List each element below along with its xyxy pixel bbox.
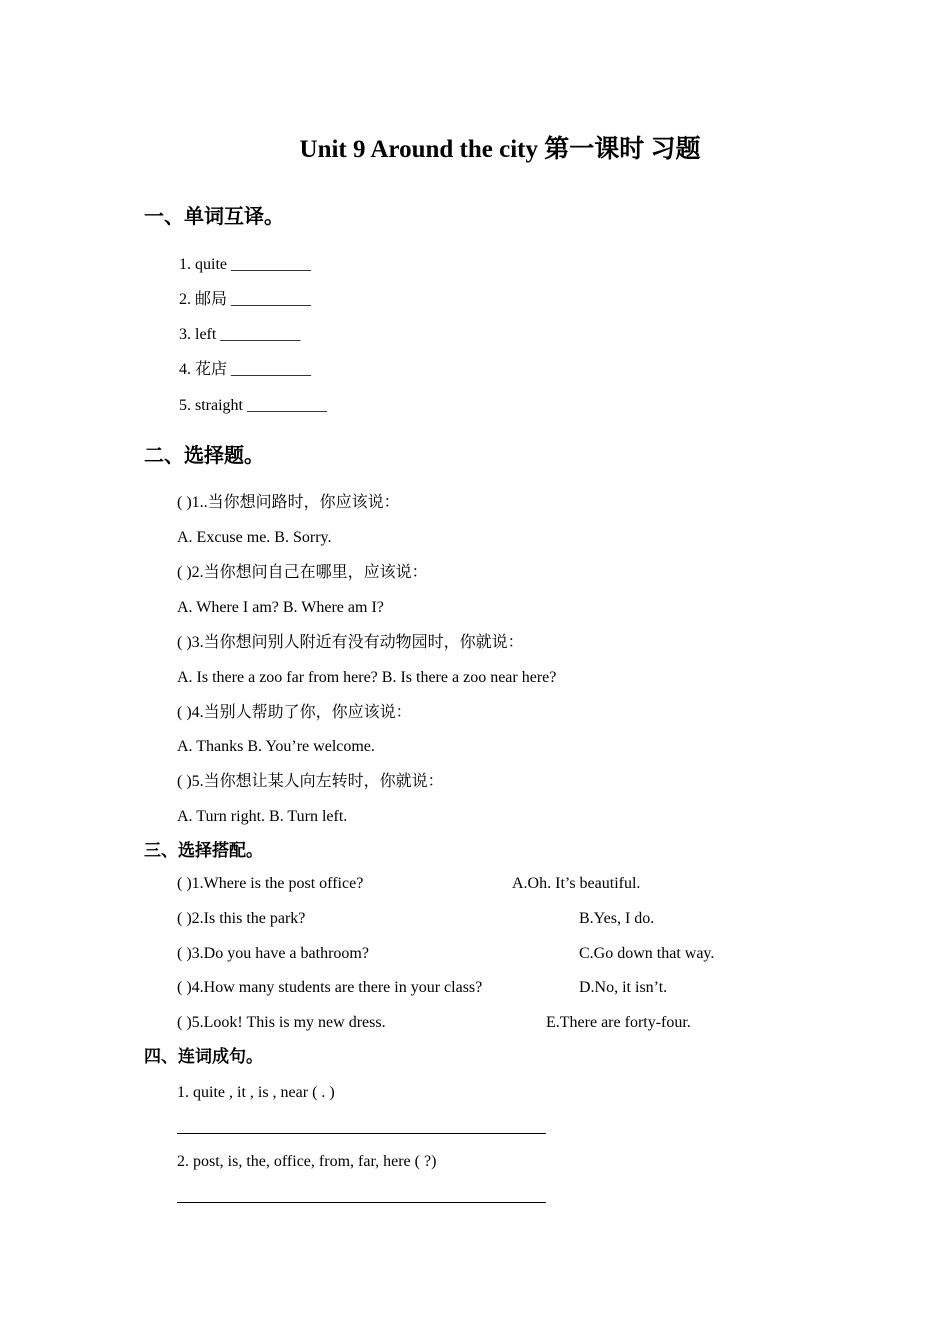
vocab-item-1: 1. quite __________ xyxy=(179,256,311,273)
match-answer-c: C.Go down that way. xyxy=(579,945,715,962)
vocab-item-5: 5. straight __________ xyxy=(179,397,327,414)
choice-options-5: A. Turn right. B. Turn left. xyxy=(177,808,348,825)
match-answer-a: A.Oh. It’s beautiful. xyxy=(512,875,641,892)
section1-heading: 一、单词互译。 xyxy=(144,204,284,228)
choice-options-3: A. Is there a zoo far from here? B. Is there a zoo near here? xyxy=(177,669,557,686)
choice-question-5: ( )5.当你想让某人向左转时，你就说： xyxy=(177,773,444,790)
match-question-4: ( )4.How many students are there in your class? xyxy=(177,979,483,996)
sentence-item-2: 2. post, is, the, office, from, far, here ( ?) xyxy=(177,1153,437,1170)
choice-question-4: ( )4.当别人帮助了你，你应该说： xyxy=(177,704,412,721)
match-question-5: ( )5.Look! This is my new dress. xyxy=(177,1014,386,1031)
choice-question-2: ( )2.当你想问自己在哪里，应该说： xyxy=(177,564,428,581)
match-answer-b: B.Yes, I do. xyxy=(579,910,655,927)
choice-question-1: ( )1..当你想问路时，你应该说： xyxy=(177,494,400,511)
match-question-1: ( )1.Where is the post office? xyxy=(177,875,364,892)
match-answer-e: E.There are forty-four. xyxy=(546,1014,691,1031)
vocab-item-4: 4. 花店 __________ xyxy=(179,361,312,378)
match-question-2: ( )2.Is this the park? xyxy=(177,910,306,927)
sentence-item-1: 1. quite , it , is , near ( . ) xyxy=(177,1084,335,1101)
section4-heading: 四、连词成句。 xyxy=(144,1047,263,1067)
choice-options-2: A. Where I am? B. Where am I? xyxy=(177,599,384,616)
choice-options-4: A. Thanks B. You’re welcome. xyxy=(177,738,375,755)
vocab-item-2: 2. 邮局 __________ xyxy=(179,291,312,308)
section3-heading: 三、选择搭配。 xyxy=(144,841,263,861)
match-answer-d: D.No, it isn’t. xyxy=(579,979,668,996)
answer-line-1 xyxy=(177,1133,546,1134)
page-title: Unit 9 Around the city 第一课时 习题 xyxy=(299,136,701,163)
choice-question-3: ( )3.当你想问别人附近有没有动物园时，你就说： xyxy=(177,634,524,651)
match-question-3: ( )3.Do you have a bathroom? xyxy=(177,945,369,962)
answer-line-2 xyxy=(177,1202,546,1203)
section2-heading: 二、选择题。 xyxy=(144,443,264,467)
vocab-item-3: 3. left __________ xyxy=(179,326,301,343)
choice-options-1: A. Excuse me. B. Sorry. xyxy=(177,529,332,546)
